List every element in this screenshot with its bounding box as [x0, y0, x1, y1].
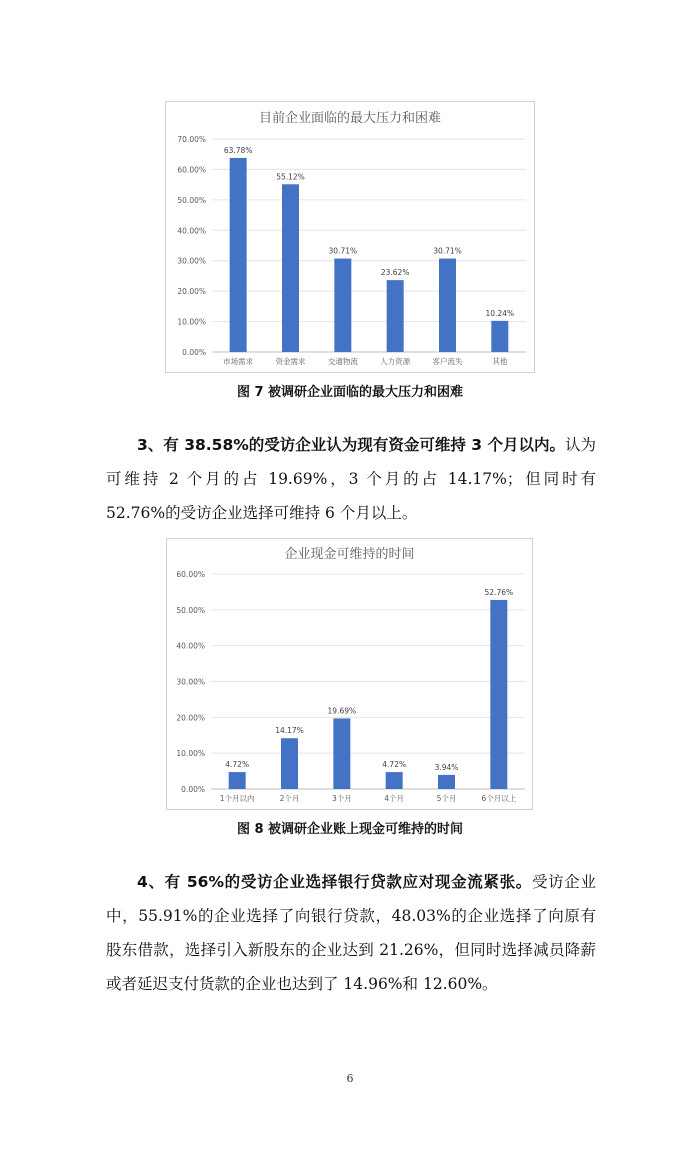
chart2-data-label: 19.69%: [327, 706, 357, 716]
chart1-ytick-label: 70.00%: [177, 135, 206, 144]
chart2-category-label: 3个月: [331, 794, 352, 803]
chart2-category-label: 1个月以内: [219, 794, 255, 803]
chart2-data-label: 4.72%: [225, 760, 250, 770]
chart2-ytick-label: 30.00%: [176, 677, 205, 687]
chart1-data-label: 10.24%: [485, 308, 515, 318]
chart2-svg: [167, 539, 532, 809]
chart1-bar: [230, 158, 247, 352]
page-number: 6: [346, 1072, 354, 1085]
chart1-svg: [166, 102, 534, 372]
chart2-data-label: 14.17%: [275, 726, 304, 736]
paragraph-3-lead: 3、有 38.58%的受访企业认为现有资金可维持 3 个月以内。: [137, 436, 565, 454]
paragraph-4-body: 受访企业中，55.91%的企业选择了向银行贷款，48.03%的企业选择了向原有股东借款，选择引入新股东的企业达到 21.26%，但同时选择减员降薪或者延迟支付货款的企业也达到了 14.96%和 12.60%。: [106, 873, 596, 993]
chart2-ytick-label: 20.00%: [176, 713, 205, 723]
chart1-data-label: 30.71%: [328, 246, 358, 256]
chart2-data-label: 4.72%: [382, 760, 407, 770]
figure-7-caption: 图 7 被调研企业面临的最大压力和困难: [236, 385, 464, 400]
paragraph-4: [106, 865, 596, 1001]
chart1-data-label: 63.78%: [223, 145, 253, 155]
chart2-category-label: 5个月: [436, 794, 457, 803]
chart1-category-label: 客户流失: [432, 357, 463, 366]
chart1-ytick-label: 60.00%: [177, 165, 206, 175]
chart2-bar: [333, 718, 350, 789]
chart1-ytick-label: 40.00%: [177, 226, 206, 236]
paragraph-3: [106, 428, 596, 530]
chart1-ytick-label: 10.00%: [177, 317, 206, 327]
chart2-title: 企业现金可维持的时间: [284, 547, 415, 562]
chart-cash-duration: [166, 538, 533, 810]
chart1-category-label: 其他: [492, 357, 508, 366]
chart1-bar: [334, 259, 351, 352]
chart2-bar: [386, 772, 403, 789]
chart1-data-label: 55.12%: [276, 172, 305, 182]
chart2-category-label: 6个月以上: [481, 794, 517, 803]
chart2-ytick-label: 0.00%: [181, 785, 205, 794]
chart2-ytick-label: 60.00%: [176, 570, 205, 579]
chart1-ytick-label: 20.00%: [177, 287, 206, 297]
chart1-bar: [439, 259, 456, 352]
chart2-category-label: 2个月: [279, 794, 300, 803]
chart2-bar: [490, 600, 507, 789]
paragraph-4-lead: 4、有 56%的受访企业选择银行贷款应对现金流紧张。: [137, 873, 532, 891]
chart1-ytick-label: 0.00%: [182, 348, 206, 357]
chart1-category-label: 人力资源: [380, 357, 411, 366]
chart1-data-label: 30.71%: [433, 246, 462, 256]
chart2-ytick-label: 10.00%: [176, 749, 205, 759]
chart1-ytick-label: 30.00%: [177, 256, 206, 266]
chart1-category-label: 资金需求: [275, 357, 306, 366]
chart2-data-label: 3.94%: [434, 762, 459, 772]
chart1-category-label: 交通物流: [327, 357, 358, 366]
chart2-ytick-label: 40.00%: [176, 641, 205, 651]
chart2-bar: [229, 772, 246, 789]
chart1-bar: [282, 184, 299, 352]
chart2-ytick-label: 50.00%: [176, 605, 205, 615]
chart2-bar: [281, 738, 298, 789]
figure-8-caption: 图 8 被调研企业账上现金可维持的时间: [236, 822, 464, 837]
chart-pressure-difficulties: [165, 101, 535, 373]
chart1-category-label: 市场需求: [223, 357, 254, 366]
paragraph-3-body: 认为可维持 2 个月的占 19.69%，3 个月的占 14.17%；但同时有 52.76%的受访企业选择可维持 6 个月以上。: [106, 436, 596, 522]
chart1-bar: [387, 280, 404, 352]
chart1-title: 目前企业面临的最大压力和困难: [258, 111, 442, 126]
chart2-data-label: 52.76%: [484, 587, 514, 597]
chart1-ytick-label: 50.00%: [177, 195, 206, 205]
chart1-bar: [491, 321, 508, 352]
chart2-category-label: 4个月: [384, 794, 405, 803]
chart1-data-label: 23.62%: [380, 268, 410, 278]
chart2-bar: [438, 775, 455, 789]
